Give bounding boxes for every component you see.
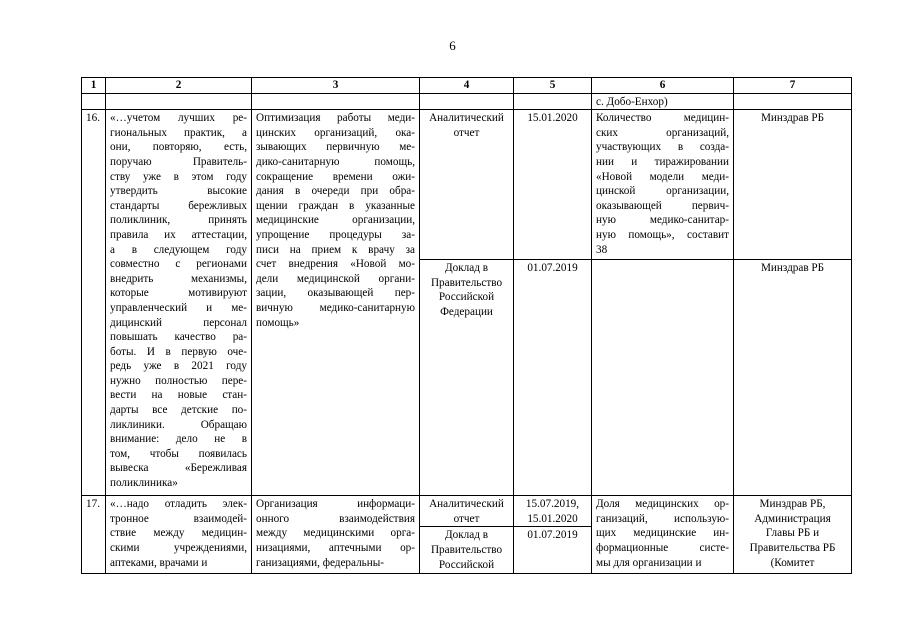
text-line: зывающих первичную ме-: [256, 141, 415, 154]
text-line: вичную медико-санитарную: [256, 301, 415, 314]
header-col-3: 3: [252, 78, 420, 94]
text-line: отчет: [453, 512, 480, 525]
row17-number: 17.: [82, 496, 106, 574]
text-line: вывеска «Бережливая: [110, 462, 247, 475]
text-line: ную медико-санитар-: [596, 214, 729, 227]
text-line: оказывающей первич-: [596, 199, 729, 212]
header-col-1: 1: [82, 78, 106, 94]
row17-activity: [252, 496, 420, 574]
text-line: Российской: [438, 558, 495, 571]
text-line: тронное взаимодей-: [110, 512, 247, 525]
row17-indicator: [592, 496, 734, 574]
header-row: [82, 78, 852, 94]
text-line: зации, оказывающей пер-: [256, 287, 415, 300]
page-number: 6: [449, 38, 456, 53]
row17-sub1-date: [514, 496, 592, 527]
text-line: поликлиника»: [110, 477, 178, 490]
text-line: низациями, аптечными ор-: [256, 541, 415, 554]
text-line: онного взаимодействия: [256, 512, 415, 525]
text-line: Российской: [438, 291, 495, 304]
text-line: Правительство: [430, 543, 503, 556]
header-col-4: 4: [420, 78, 514, 94]
text-line: стандарты бережливых: [110, 199, 247, 212]
text-line: Минздрав РБ,: [759, 498, 826, 511]
row17-sub2-form: [420, 527, 514, 574]
text-line: «…учетом лучших ре-: [110, 112, 247, 125]
text-line: ную помощь», составит: [596, 228, 729, 241]
row16-sub1-responsible: Минздрав РБ: [734, 110, 852, 260]
text-line: помощь»: [256, 316, 300, 329]
text-line: счет внедрения «Новой мо-: [256, 258, 415, 271]
text-line: дико-санитарную помощь,: [256, 155, 415, 168]
text-line: писи на прием к врачу за: [256, 243, 415, 256]
text-line: Аналитический: [429, 498, 504, 511]
text-line: управленческий и ме-: [110, 301, 247, 314]
text-line: дания в очереди при обра-: [256, 185, 415, 198]
text-line: 15.07.2019,: [525, 498, 580, 511]
row16-sub2-indicator: [592, 260, 734, 496]
text-line: щении граждан в указанные: [256, 199, 415, 212]
text-line: ствие между медицин-: [110, 527, 247, 540]
row16-sub2-responsible: Минздрав РБ: [734, 260, 852, 496]
row17-responsible: [734, 496, 852, 574]
row17-sub2-date: 01.07.2019: [514, 527, 592, 574]
continuation-row: [82, 93, 852, 110]
text-line: ских организаций,: [596, 126, 729, 139]
text-line: правила их аттестации,: [110, 228, 247, 241]
text-line: Доклад в: [445, 262, 488, 275]
text-line: «Новой модели меди-: [596, 170, 729, 183]
text-line: внимание: дело не в: [110, 433, 247, 446]
text-line: утвердить высокие: [110, 185, 247, 198]
text-line: дели медицинской органи-: [256, 272, 415, 285]
text-line: Оптимизация работы меди-: [256, 112, 415, 125]
text-line: ганизаций, использую-: [596, 512, 729, 525]
text-line: 38: [596, 243, 608, 256]
text-line: мы для организации и: [596, 556, 702, 569]
text-line: ганизациями, федеральны-: [256, 556, 384, 569]
text-line: нужно полностью пере-: [110, 374, 247, 387]
text-line: нии и тиражировании: [596, 155, 729, 168]
text-line: Главы РБ и: [765, 527, 820, 540]
text-line: внедрить механизмы,: [110, 272, 247, 285]
text-line: они, повторяю, есть,: [110, 141, 247, 154]
table-row-16: [82, 110, 852, 260]
row16-sub2-date: 01.07.2019: [514, 260, 592, 496]
text-line: «…надо отладить элек-: [110, 498, 247, 511]
text-line: которые мотивируют: [110, 287, 247, 300]
plan-table: [81, 77, 852, 574]
row16-sub1-form: [420, 110, 514, 260]
row16-sub2-form: [420, 260, 514, 496]
text-line: дицинский персонал: [110, 316, 247, 329]
header-col-6: 6: [592, 78, 734, 94]
header-col-2: 2: [106, 78, 252, 94]
text-line: между медицинскими орга-: [256, 527, 415, 540]
row16-sub1-date: 15.01.2020: [514, 110, 592, 260]
text-line: щих медицинские ин-: [596, 527, 729, 540]
text-line: гиональных практик, а: [110, 126, 247, 139]
text-line: аптеками, врачами и: [110, 556, 208, 569]
text-line: Федерации: [440, 305, 493, 318]
row16-number: 16.: [82, 110, 106, 496]
text-line: отчет: [453, 126, 480, 139]
text-line: повышать качество ра-: [110, 331, 247, 344]
text-line: Доля медицинских ор-: [596, 498, 729, 511]
text-line: цинских организаций, ока-: [256, 126, 415, 139]
text-line: (Комитет: [770, 556, 815, 569]
row16-sub1-indicator: [592, 110, 734, 260]
text-line: поручаю Правитель-: [110, 155, 247, 168]
text-line: медицинские организации,: [256, 214, 415, 227]
text-line: цинской организации,: [596, 185, 729, 198]
text-line: Количество медицин-: [596, 112, 729, 125]
text-line: вести на новые стан-: [110, 389, 247, 402]
row16-activity: [252, 110, 420, 496]
header-col-5: 5: [514, 78, 592, 94]
text-line: поликлиник, принять: [110, 214, 247, 227]
row17-sub1-form: [420, 496, 514, 527]
text-line: совместно с регионами: [110, 258, 247, 271]
text-line: боты. И в первую оче-: [110, 345, 247, 358]
text-line: а в следующем году: [110, 243, 247, 256]
text-line: Доклад в: [445, 529, 488, 542]
text-line: упрощение процедуры за-: [256, 228, 415, 241]
continuation-col6: с. Добо-Енхор): [592, 93, 734, 110]
row17-instruction: [106, 496, 252, 574]
text-line: том, чтобы появилась: [110, 447, 247, 460]
row16-instruction: [106, 110, 252, 496]
table-row-17: [82, 496, 852, 527]
text-line: ству уже в этом году: [110, 170, 247, 183]
text-line: 15.01.2020: [527, 512, 578, 525]
text-line: Организация информаци-: [256, 498, 415, 511]
text-line: Администрация: [754, 512, 831, 525]
text-line: скими учреждениями,: [110, 541, 247, 554]
text-line: Правительства РБ: [749, 541, 836, 554]
text-line: участвующих в созда-: [596, 141, 729, 154]
text-line: ликлиники. Обращаю: [110, 418, 247, 431]
text-line: редь уже в 2021 году: [110, 360, 247, 373]
text-line: Правительство: [430, 276, 503, 289]
text-line: Аналитический: [429, 112, 504, 125]
text-line: формационные систе-: [596, 541, 729, 554]
text-line: дарты все детские по-: [110, 404, 247, 417]
text-line: сокращение времени ожи-: [256, 170, 415, 183]
header-col-7: 7: [734, 78, 852, 94]
